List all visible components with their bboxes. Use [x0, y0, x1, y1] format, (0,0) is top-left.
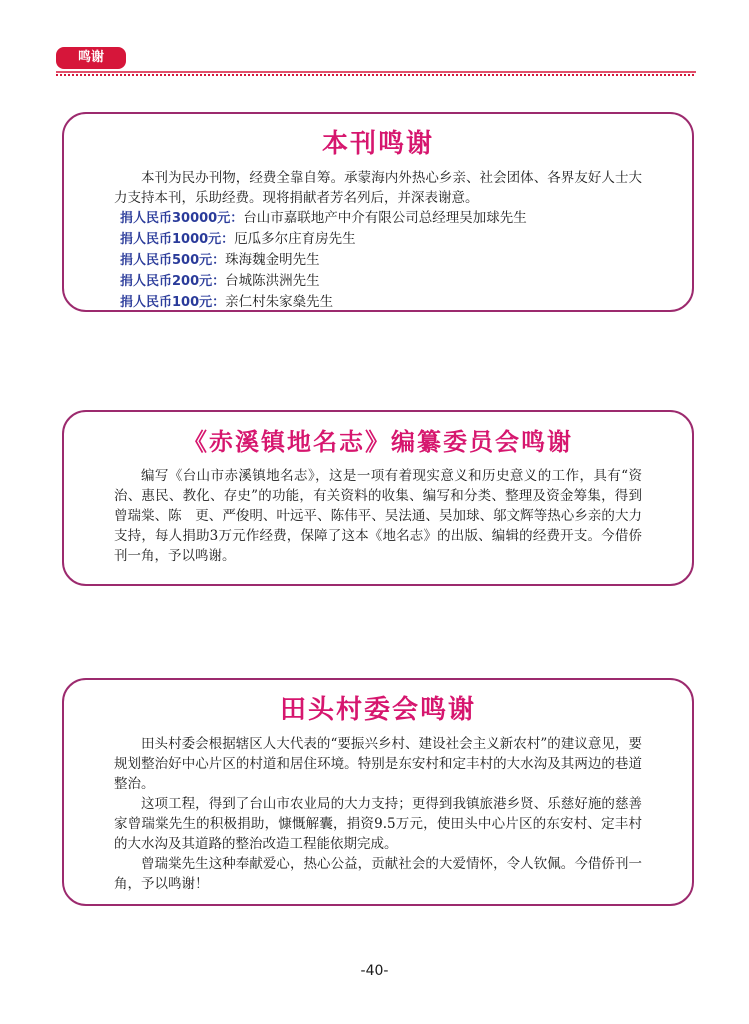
- acknowledgement-box-village: [62, 678, 694, 906]
- page-number: -40-: [360, 963, 389, 979]
- decorative-divider: [56, 70, 696, 76]
- section-title: 《赤溪镇地名志》编纂委员会鸣谢: [183, 428, 573, 456]
- body-paragraph: 田头村委会根据辖区人大代表的“要振兴乡村、建设社会主义新农村”的建议意见，要规划整治好中心片区的村道和居住环境。特别是东安村和定丰村的大水沟及其两边的巷道整治。: [114, 736, 642, 792]
- body-paragraph: 这项工程，得到了台山市农业局的大力支持；更得到我镇旅港乡贤、乐慈好施的慈善家曾瑞棠先生的积极捐助，慷慨解囊，捐资9.5万元，使田头中心片区的东安村、定丰村的大水沟及其道路的整治改造工程能依期完成。: [114, 796, 642, 852]
- section-tag: 鸣谢: [56, 47, 126, 69]
- acknowledgement-box-magazine: [62, 112, 694, 312]
- donation-item: 捐人民币500元：珠海魏金明先生: [120, 252, 320, 268]
- donation-item: 捐人民币200元：台城陈洪洲先生: [120, 273, 320, 289]
- donation-list: [64, 208, 642, 313]
- section-title: 田头村委会鸣谢: [279, 695, 476, 725]
- body-paragraph: 编写《台山市赤溪镇地名志》，这是一项有着现实意义和历史意义的工作，具有“资治、惠民、教化、存史”的功能，有关资料的收集、编写和分类、整理及资金筹集，得到曾瑞棠、陈 更、严俊明、叶远平、陈伟平、吴法通、吴加球、邬文辉等热心乡亲的大力支持，每人捐助3万元作经费，保障了这本《地名志》的出版、编辑的经费开支。今借侨刊一角，予以鸣谢。: [114, 468, 642, 564]
- donation-item: 捐人民币1000元：厄瓜多尔庄育房先生: [120, 231, 356, 247]
- donation-item: 捐人民币30000元：台山市嘉联地产中介有限公司总经理吴加球先生: [120, 210, 527, 226]
- body-paragraph: 曾瑞棠先生这种奉献爱心，热心公益，贡献社会的大爱情怀，令人钦佩。今借侨刊一角，予以鸣谢！: [114, 856, 642, 892]
- intro-paragraph: 本刊为民办刊物，经费全靠自筹。承蒙海内外热心乡亲、社会团体、各界友好人士大力支持本刊，乐助经费。现将捐献者芳名列后，并深表谢意。: [114, 170, 642, 206]
- donation-item: 捐人民币100元：亲仁村朱家燊先生: [120, 294, 334, 310]
- acknowledgement-box-gazetteer: [62, 410, 694, 586]
- section-title: 本刊鸣谢: [321, 129, 434, 159]
